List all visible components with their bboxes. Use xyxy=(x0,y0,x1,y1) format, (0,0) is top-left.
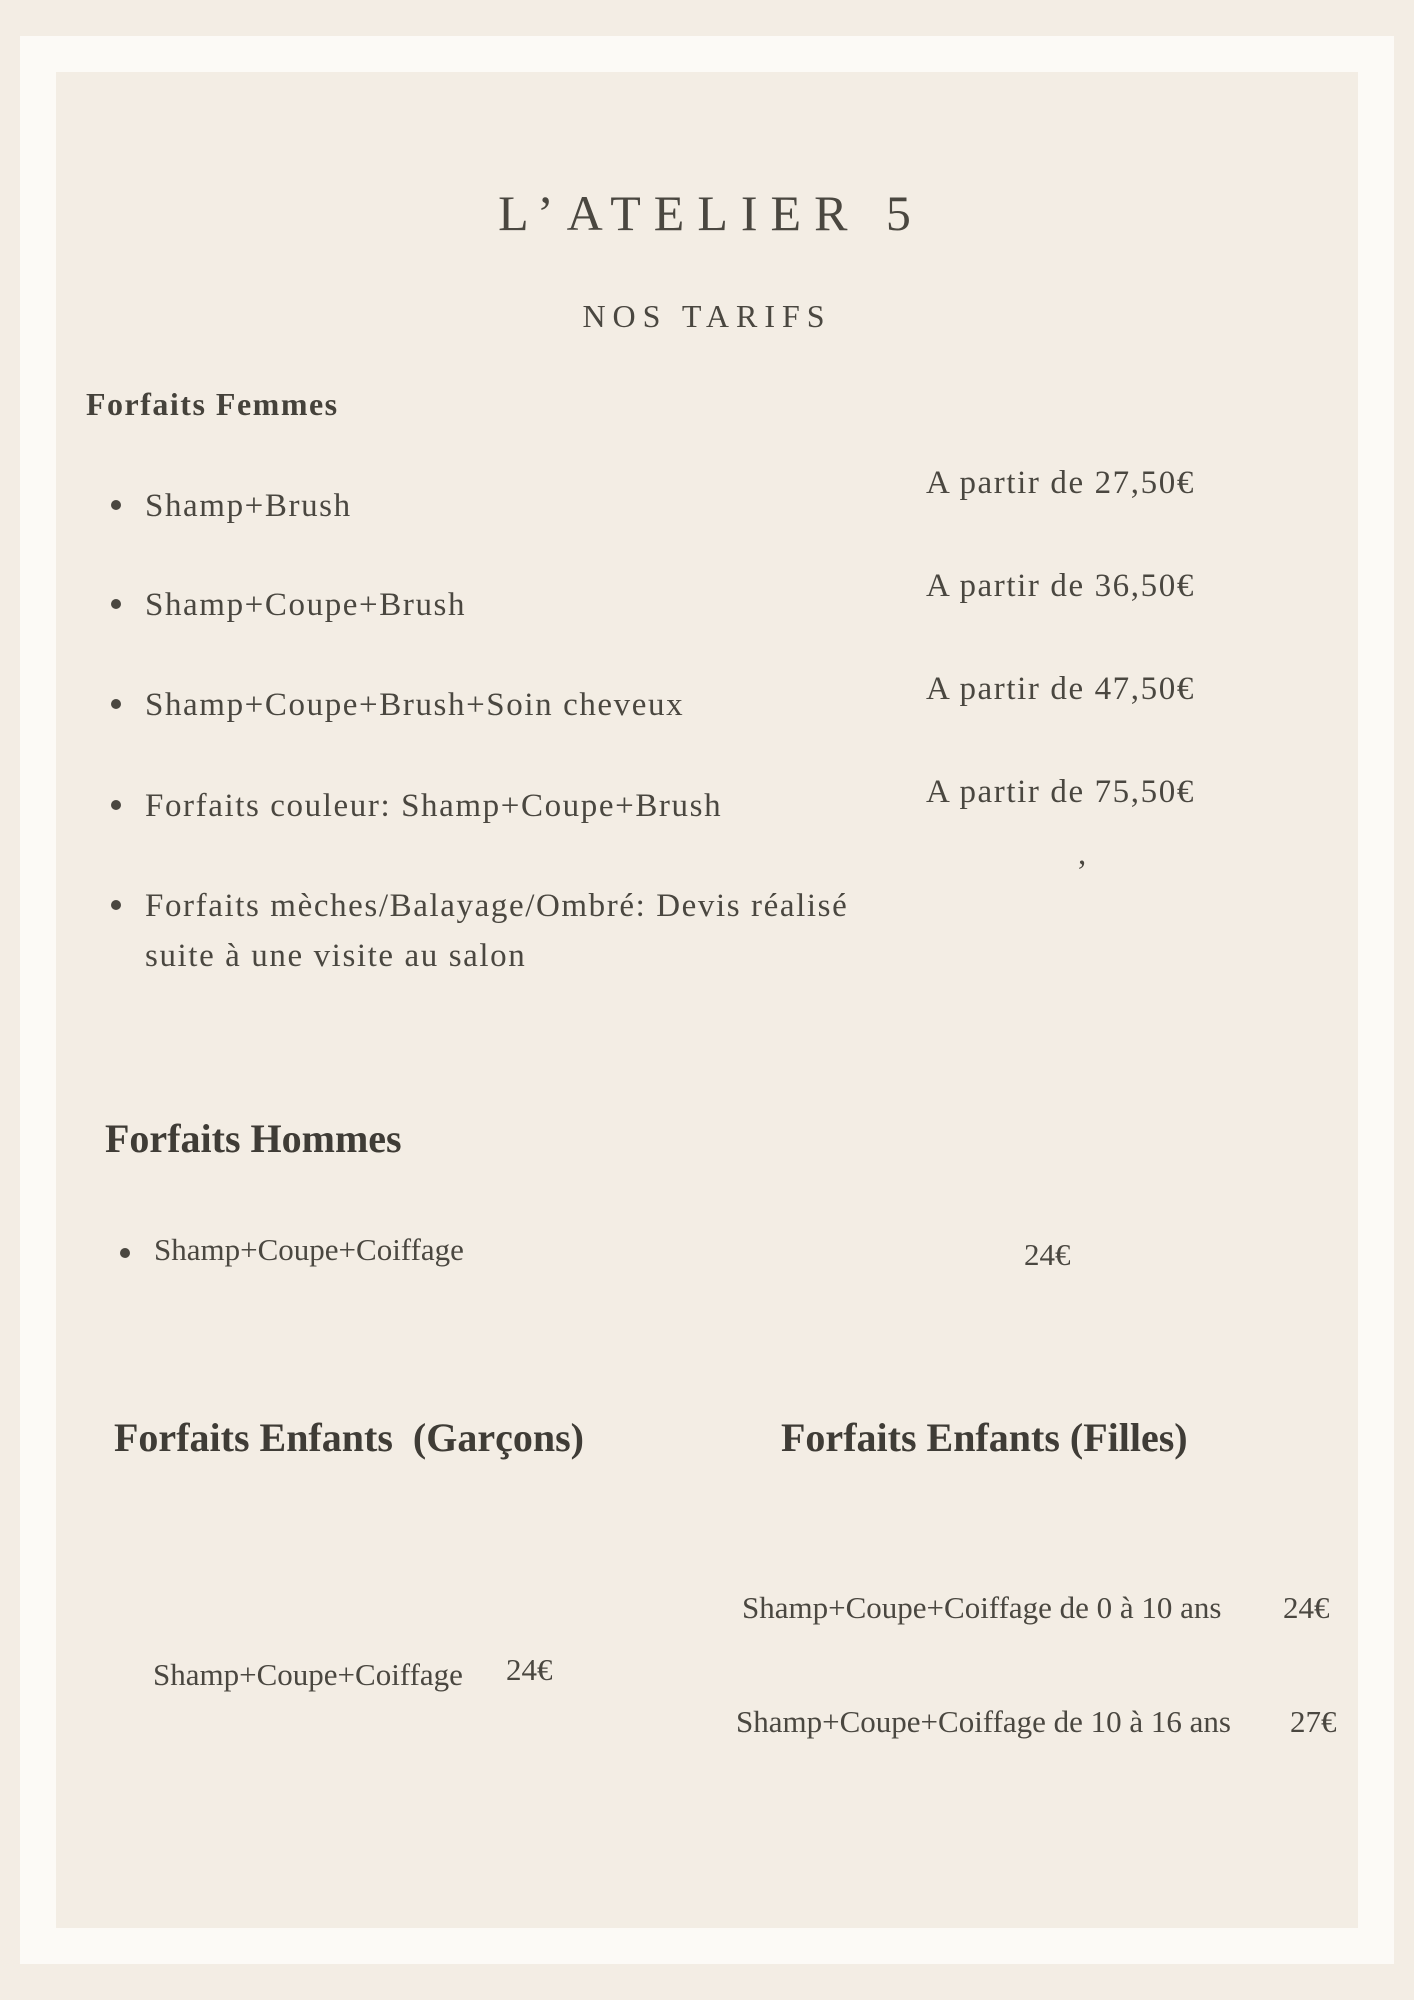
bullet-icon xyxy=(120,1248,130,1258)
stray-comma: , xyxy=(1078,836,1088,872)
femmes-item-label: Shamp+Brush xyxy=(145,488,352,524)
section-heading-hommes: Forfaits Hommes xyxy=(105,1116,402,1161)
bullet-icon xyxy=(111,500,121,510)
garcons-item-price: 24€ xyxy=(506,1652,553,1687)
femmes-item-label: Forfaits mèches/Balayage/Ombré: Devis réalisé xyxy=(145,888,849,924)
garcons-item-label: Shamp+Coupe+Coiffage xyxy=(153,1657,463,1692)
femmes-item-price: A partir de 27,50€ xyxy=(926,465,1195,501)
page-panel xyxy=(56,72,1358,1928)
hommes-item-price: 24€ xyxy=(1024,1237,1071,1272)
section-heading-garcons: Forfaits Enfants (Garçons) xyxy=(114,1415,584,1460)
filles-item-price: 24€ xyxy=(1283,1590,1330,1625)
femmes-item-price: A partir de 47,50€ xyxy=(926,671,1195,707)
femmes-item-label-continued: suite à une visite au salon xyxy=(145,938,527,974)
femmes-item-label: Shamp+Coupe+Brush xyxy=(145,587,467,623)
bullet-icon xyxy=(111,900,121,910)
bullet-icon xyxy=(111,699,121,709)
section-heading-femmes: Forfaits Femmes xyxy=(86,386,339,422)
page-subtitle: NOS TARIFS xyxy=(582,298,832,334)
section-heading-filles: Forfaits Enfants (Filles) xyxy=(781,1415,1188,1460)
femmes-item-label: Forfaits couleur: Shamp+Coupe+Brush xyxy=(145,788,723,824)
filles-item-label: Shamp+Coupe+Coiffage de 0 à 10 ans xyxy=(742,1590,1222,1625)
femmes-item-label: Shamp+Coupe+Brush+Soin cheveux xyxy=(145,687,685,723)
filles-item-label: Shamp+Coupe+Coiffage de 10 à 16 ans xyxy=(736,1704,1232,1739)
femmes-item-price: A partir de 36,50€ xyxy=(926,568,1195,604)
filles-item-price: 27€ xyxy=(1290,1704,1337,1739)
femmes-item-price: A partir de 75,50€ xyxy=(926,774,1195,810)
bullet-icon xyxy=(111,599,121,609)
hommes-item-label: Shamp+Coupe+Coiffage xyxy=(154,1232,464,1267)
bullet-icon xyxy=(111,800,121,810)
page-title: L’ATELIER 5 xyxy=(498,185,924,241)
